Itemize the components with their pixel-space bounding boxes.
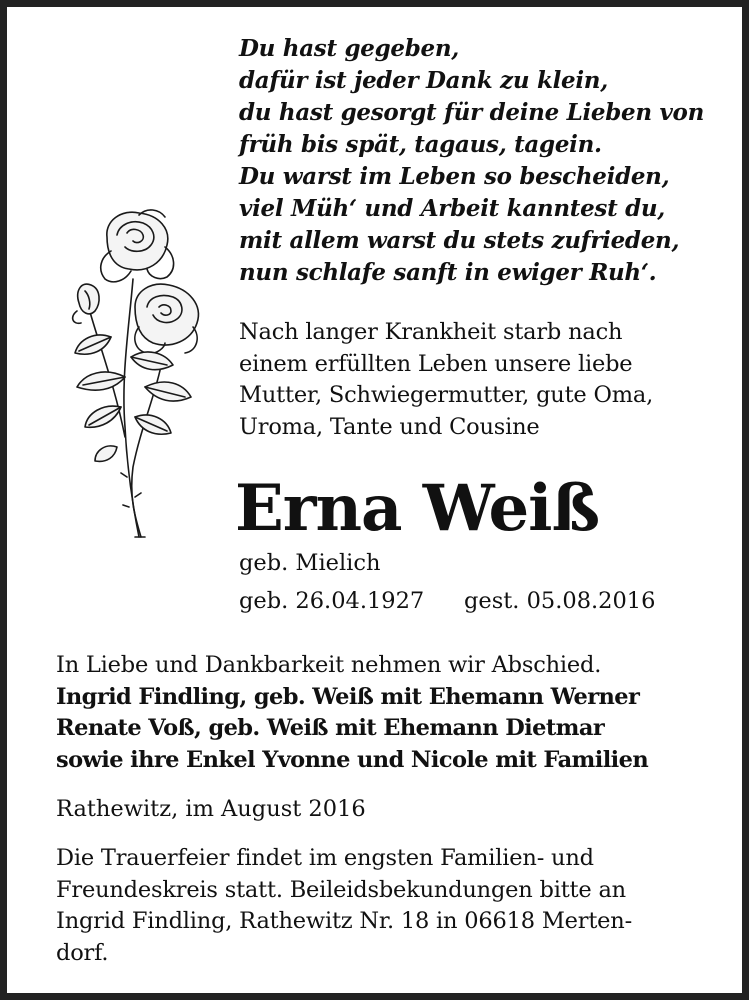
poem-line: du hast gesorgt für deine Lieben von: [239, 99, 705, 126]
mourner-line: Renate Voß, geb. Weiß mit Ehemann Dietmar: [56, 715, 605, 741]
announcement-line: einem erfüllten Leben unsere liebe: [239, 350, 633, 377]
death-date: gest. 05.08.2016: [464, 588, 656, 614]
funeral-note-line: dorf.: [56, 939, 109, 966]
farewell-line: In Liebe und Dankbarkeit nehmen wir Abschied.: [56, 652, 602, 678]
place-and-date: Rathewitz, im August 2016: [56, 796, 366, 822]
announcement-line: Uroma, Tante und Cousine: [239, 413, 540, 440]
announcement-line: Mutter, Schwiegermutter, gute Oma,: [239, 382, 654, 408]
mourner-line: Ingrid Findling, geb. Weiß mit Ehemann Werner: [56, 683, 640, 710]
birth-date: geb. 26.04.1927: [239, 588, 425, 614]
rose-illustration-icon: [55, 207, 205, 543]
poem-line: dafür ist jeder Dank zu klein,: [239, 67, 608, 94]
maiden-name: geb. Mielich: [239, 550, 381, 576]
funeral-note-line: Die Trauerfeier findet im engsten Familien- und: [56, 845, 594, 871]
poem-line: nun schlafe sanft in ewiger Ruh‘.: [239, 259, 657, 286]
poem-line: Du warst im Leben so bescheiden,: [239, 163, 670, 190]
funeral-note-line: Ingrid Findling, Rathewitz Nr. 18 in 06618 Merten-: [56, 908, 632, 934]
funeral-note: [56, 843, 716, 969]
poem: [239, 33, 739, 289]
poem-line: früh bis spät, tagaus, tagein.: [239, 131, 602, 158]
death-announcement: [239, 317, 739, 443]
announcement-line: Nach langer Krankheit starb nach: [239, 319, 623, 345]
poem-line: Du hast gegeben,: [239, 35, 459, 62]
mourner-line: sowie ihre Enkel Yvonne und Nicole mit Familien: [56, 746, 649, 773]
poem-line: viel Müh‘ und Arbeit kanntest du,: [239, 195, 666, 222]
mourners-block: [56, 650, 716, 776]
deceased-name: Erna Weiß: [235, 471, 600, 546]
funeral-note-line: Freundeskreis statt. Beileidsbekundungen bitte an: [56, 876, 626, 903]
poem-line: mit allem warst du stets zufrieden,: [239, 227, 680, 254]
